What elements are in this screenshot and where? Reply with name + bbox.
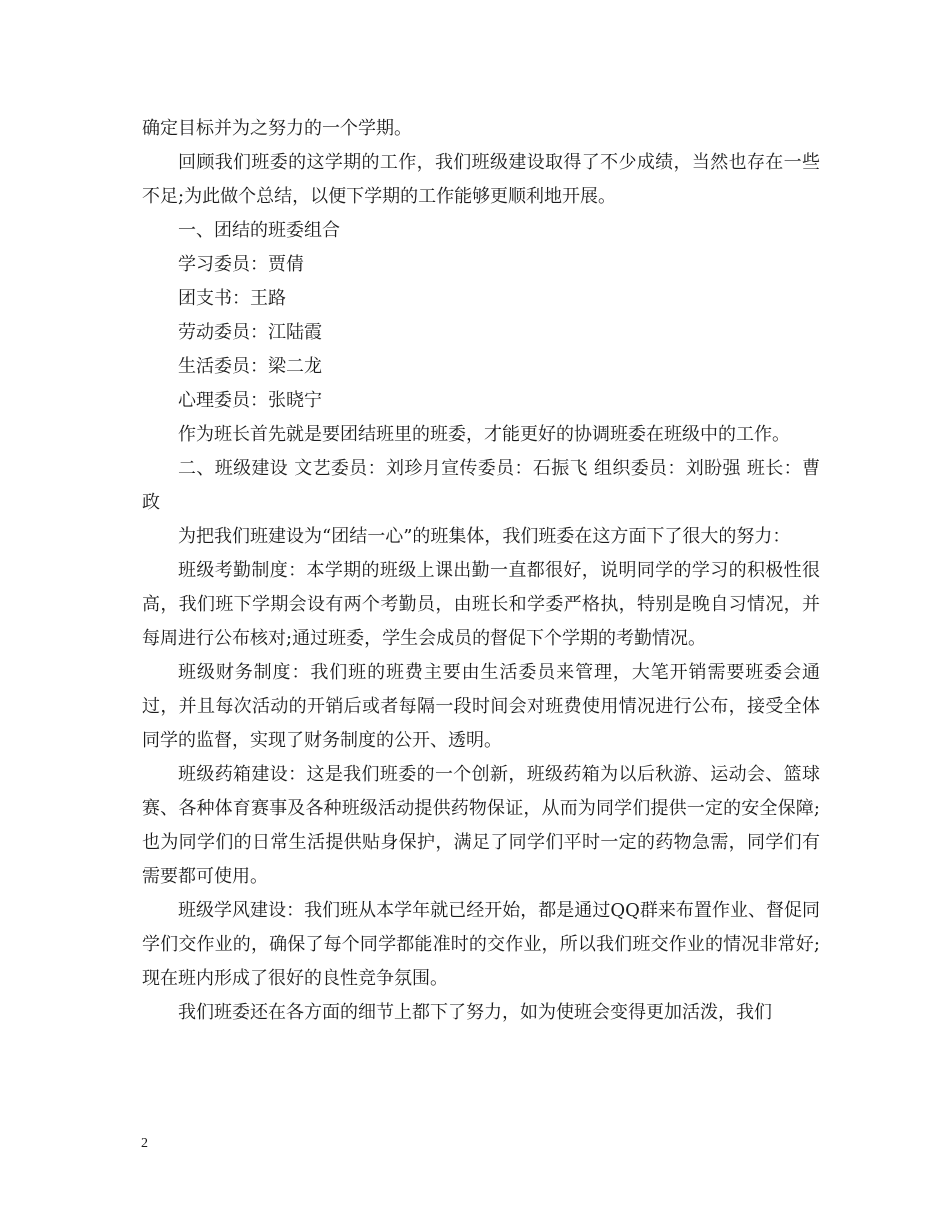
paragraph-finance: 班级财务制度：我们班的班费主要由生活委员来管理，大笔开销需要班委会通过，并且每次活动的开销后或者每隔一段时间会对班费使用情况进行公布，接受全体同学的监督，实现了财务制度的公开、透明。 [142, 662, 820, 751]
section-heading-2: 二、班级建设 文艺委员：刘珍月宣传委员：石振飞 组织委员：刘盼强 班长：曹政 [142, 458, 820, 513]
paragraph-attendance: 班级考勤制度：本学期的班级上课出勤一直都很好，说明同学的学习的积极性很高，我们班下学期会设有两个考勤员，由班长和学委严格执，特别是晚自习情况，并每周进行公布核对;通过班委，学生会成员的督促下个学期的考勤情况。 [142, 560, 820, 649]
committee-member-study: 学习委员：贾倩 [178, 254, 304, 275]
committee-member-league: 团支书：王路 [178, 288, 286, 309]
paragraph-2: 回顾我们班委的这学期的工作，我们班级建设取得了不少成绩，当然也存在一些不足;为此做个总结，以便下学期的工作能够更顺利地开展。 [142, 152, 820, 207]
committee-member-labor: 劳动委员：江陆霞 [178, 322, 322, 343]
paragraph-study-style: 班级学风建设：我们班从本学年就已经开始，都是通过QQ群来布置作业、督促同学们交作业的，确保了每个同学都能准时的交作业，所以我们班交作业的情况非常好;现在班内形成了很好的良性竞争氛围。 [142, 900, 820, 989]
paragraph-class-goal: 为把我们班建设为“团结一心”的班集体，我们班委在这方面下了很大的努力： [178, 526, 791, 547]
document-body [142, 112, 820, 1030]
paragraph-monitor-role: 作为班长首先就是要团结班里的班委，才能更好的协调班委在班级中的工作。 [178, 424, 790, 445]
paragraph-details: 我们班委还在各方面的细节上都下了努力，如为使班会变得更加活泼，我们 [178, 1002, 772, 1023]
section-heading-1: 一、团结的班委组合 [178, 220, 340, 241]
committee-member-life: 生活委员：梁二龙 [178, 356, 322, 377]
committee-member-psychology: 心理委员：张晓宁 [178, 390, 322, 411]
paragraph-medicine-box: 班级药箱建设：这是我们班委的一个创新，班级药箱为以后秋游、运动会、篮球赛、各种体育赛事及各种班级活动提供药物保证，从而为同学们提供一定的安全保障;也为同学们的日常生活提供贴身保护，满足了同学们平时一定的药物急需，同学们有需要都可使用。 [142, 764, 820, 887]
page-number: 2 [141, 1136, 148, 1151]
paragraph-1: 确定目标并为之努力的一个学期。 [142, 118, 412, 139]
